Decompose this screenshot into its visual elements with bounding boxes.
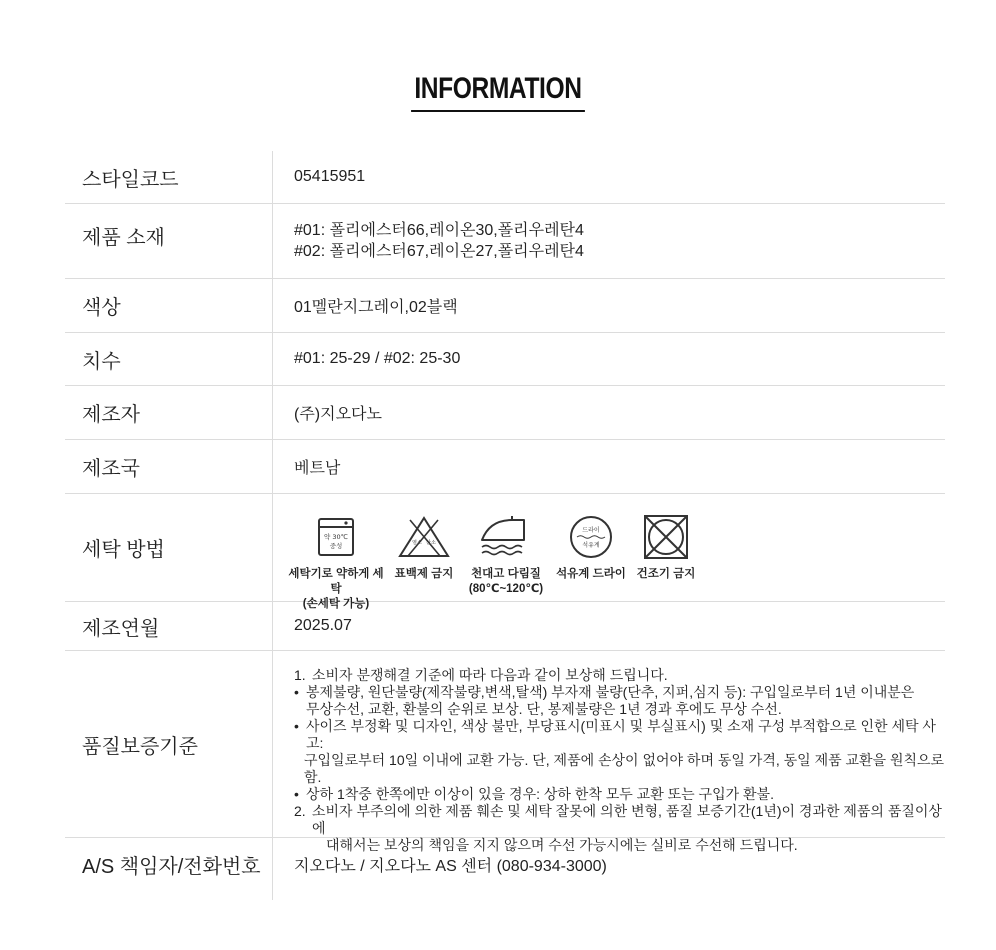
bullet-icon: • — [294, 684, 299, 700]
row-size — [65, 333, 945, 386]
row-style-code — [65, 151, 945, 204]
care-iron-label: 천대고 다림질 (80℃~120℃) — [468, 568, 544, 595]
wash-inner-2: 중성 — [329, 542, 343, 550]
size-value: #01: 25-29 / #02: 25-30 — [294, 350, 461, 367]
row-washing — [65, 494, 945, 610]
quality-bullet-3-line-1: 상하 1착중 한쪽에만 이상이 있을 경우: 상하 한착 모두 교환 또는 구입가 환불. — [306, 786, 774, 802]
quality-item-1 — [294, 667, 668, 684]
washing-label: 세탁 방법 — [65, 494, 273, 601]
row-quality — [65, 651, 945, 853]
quality-bullet-2 — [294, 718, 945, 752]
material-label: 제품 소재 — [65, 204, 273, 278]
size-label: 치수 — [65, 333, 273, 385]
care-dryclean — [553, 514, 629, 582]
row-maker — [65, 386, 945, 440]
maker-label: 제조자 — [65, 386, 273, 439]
color-label: 색상 — [65, 279, 273, 332]
information-table — [65, 151, 945, 900]
quality-bullet-2-cont — [294, 752, 945, 786]
row-date — [65, 602, 945, 651]
quality-bullet-1-line-2: 무상수선, 교환, 환불의 순위로 보상. 단, 봉제불량은 1년 경과 후에도 무상 수선. — [306, 701, 782, 717]
wash-inner-1: 약 30℃ — [324, 533, 348, 541]
bleach-inner-2: 산소 — [426, 540, 436, 546]
style-code-label: 스타일코드 — [65, 151, 273, 203]
dryclean-inner-2: 석유계 — [582, 542, 600, 549]
material-line-2: #02: 폴리에스터67,레이온27,폴리우레탄4 — [294, 243, 584, 260]
material-line-1: #01: 폴리에스터66,레이온30,폴리우레탄4 — [294, 222, 584, 239]
page-title: INFORMATION — [411, 72, 585, 112]
quality-item-2 — [294, 803, 945, 837]
quality-item-2-line-1: 소비자 부주의에 의한 제품 훼손 및 세탁 잘못에 의한 변형, 품질 보증기간(1년)이 경과한 제품의 품질이상에 — [312, 803, 942, 836]
washing-value — [273, 494, 945, 610]
row-country — [65, 440, 945, 494]
quality-bullet-2-line-2: 구입일로부터 10일 이내에 교환 가능. 단, 제품에 손상이 없어야 하며 동일 가격, 동일 제품 교환을 원칙으로 함. — [304, 752, 945, 785]
quality-value — [273, 651, 945, 853]
quality-bullet-2-line-1: 사이즈 부정확 및 디자인, 색상 불만, 부당표시(미표시 및 부실표시) 및 소재 구성 부적합으로 인한 세탁 사고: — [306, 718, 936, 751]
material-value — [273, 204, 945, 278]
bullet-icon: • — [294, 786, 299, 802]
care-tumble-label: 건조기 금지 — [636, 568, 696, 580]
maker-value: (주)지오다노 — [294, 406, 382, 423]
no-bleach-icon — [398, 514, 450, 560]
quality-item-2-line-2: 대해서는 보상의 책임을 지지 않으며 수선 가능시에는 실비로 수선해 드립니다. — [326, 837, 798, 853]
as-value: 지오다노 / 지오다노 AS 센터 (080-934-3000) — [294, 858, 607, 875]
care-icons — [273, 494, 701, 612]
quality-label: 품질보증기준 — [65, 651, 273, 837]
quality-bullet-1-line-1: 봉제불량, 원단불량(제작불량,변색,탈색) 부자재 불량(단추, 지퍼,심지 등): 구입일로부터 1년 이내분은 — [306, 684, 915, 700]
bleach-inner-1: 염소 — [412, 540, 422, 546]
country-value: 베트남 — [294, 460, 341, 477]
style-code-value: 05415951 — [294, 168, 366, 185]
row-material — [65, 204, 945, 279]
title-wrap — [0, 72, 996, 112]
quality-bullet-1-cont — [294, 701, 782, 718]
dryclean-inner-1: 드라이 — [582, 527, 600, 534]
iron-icon — [478, 514, 534, 560]
color-value: 01멜란지그레이,02블랙 — [294, 299, 458, 316]
care-bleach — [389, 514, 459, 582]
country-label: 제조국 — [65, 440, 273, 493]
as-label: A/S 책임자/전화번호 — [65, 838, 273, 900]
row-color — [65, 279, 945, 333]
quality-item-1-text: 소비자 분쟁해결 기준에 따라 다음과 같이 보상해 드립니다. — [312, 667, 668, 683]
care-wash-label: 세탁기로 약하게 세탁 (손세탁 가능) — [288, 568, 384, 610]
care-dryclean-label: 석유계 드라이 — [556, 568, 626, 580]
quality-bullet-3 — [294, 786, 774, 803]
care-tumble — [631, 514, 701, 582]
care-bleach-label: 표백제 금지 — [394, 568, 454, 580]
quality-item-2-number: 2. — [294, 803, 306, 819]
quality-item-1-number: 1. — [294, 667, 306, 683]
row-as — [65, 838, 945, 900]
care-iron — [463, 514, 549, 597]
quality-bullet-1 — [294, 684, 914, 701]
care-wash — [283, 514, 389, 612]
date-value: 2025.07 — [294, 617, 352, 634]
bullet-icon: • — [294, 718, 299, 734]
wash-30-icon — [317, 514, 355, 560]
date-label: 제조연월 — [65, 602, 273, 650]
dry-clean-icon — [569, 514, 613, 560]
no-tumble-dry-icon — [643, 514, 689, 560]
